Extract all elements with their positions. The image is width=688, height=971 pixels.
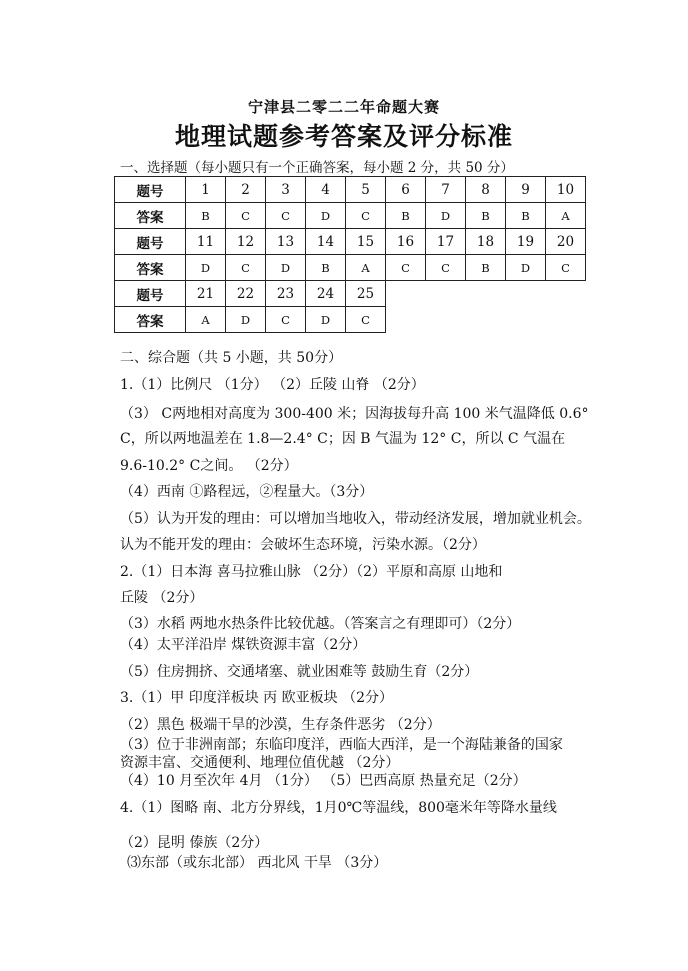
answer-cell: C bbox=[386, 255, 426, 281]
answer-line: （3）水稻 两地水热条件比较优越。（答案言之有理即可）（2分） bbox=[120, 616, 521, 632]
row-label: 题号 bbox=[115, 281, 186, 307]
answer-cell: B bbox=[386, 203, 426, 229]
answer-cell: A bbox=[546, 203, 586, 229]
answer-cell: B bbox=[506, 203, 546, 229]
answer-cell: C bbox=[346, 307, 386, 333]
answer-cell: B bbox=[466, 255, 506, 281]
answer-cell: C bbox=[226, 255, 266, 281]
answer-cell: C bbox=[266, 307, 306, 333]
answer-line: （2）昆明 傣族（2分） bbox=[120, 835, 269, 851]
question-number: 21 bbox=[186, 281, 226, 307]
answer-cell: B bbox=[466, 203, 506, 229]
answer-line: （2）黑色 极端干旱的沙漠，生存条件恶劣 （2分） bbox=[120, 717, 441, 733]
question-number: 2 bbox=[226, 177, 266, 203]
answer-cell: D bbox=[266, 255, 306, 281]
question-number-row bbox=[115, 177, 586, 203]
question-number: 17 bbox=[426, 229, 466, 255]
question-number: 15 bbox=[346, 229, 386, 255]
answer-line: （3） C两地相对高度为 300-400 米；因海拔每升高 100 米气温降低 0.6° bbox=[120, 406, 589, 422]
answer-row bbox=[115, 203, 586, 229]
answer-line: （5）住房拥挤、交通堵塞、就业困难等 鼓励生育（2分） bbox=[120, 664, 479, 680]
answer-line: 2.（1）日本海 喜马拉雅山脉 （2分）（2）平原和高原 山地和 bbox=[120, 564, 503, 580]
section-1-heading: 一、选择题（每小题只有一个正确答案，每小题 2 分，共 50 分） bbox=[120, 160, 514, 176]
question-number: 12 bbox=[226, 229, 266, 255]
answer-line: 3.（1）甲 印度洋板块 丙 欧亚板块 （2分） bbox=[120, 690, 393, 706]
page-title: 地理试题参考答案及评分标准 bbox=[174, 122, 513, 151]
answer-line: 丘陵 （2分） bbox=[120, 590, 204, 606]
answer-line: 资源丰富、交通便利、地理位值优越 （2分） bbox=[120, 755, 400, 771]
question-number: 4 bbox=[306, 177, 346, 203]
question-number: 22 bbox=[226, 281, 266, 307]
row-label: 答案 bbox=[115, 255, 186, 281]
question-number: 14 bbox=[306, 229, 346, 255]
answer-cell: D bbox=[306, 307, 346, 333]
question-number: 5 bbox=[346, 177, 386, 203]
question-number: 23 bbox=[266, 281, 306, 307]
answer-line: ⑶东部（或东北部） 西北风 干旱 （3分） bbox=[127, 855, 388, 871]
empty-space bbox=[386, 307, 586, 333]
question-number: 8 bbox=[466, 177, 506, 203]
answer-line: （4）西南 ①路程远，②程量大。（3分） bbox=[120, 484, 374, 500]
answer-line: 9.6-10.2° C之间。 （2分） bbox=[120, 458, 298, 474]
answer-cell: A bbox=[346, 255, 386, 281]
question-number-row bbox=[115, 229, 586, 255]
answer-line: （4）太平洋沿岸 煤铁资源丰富（2分） bbox=[120, 637, 367, 653]
row-label: 题号 bbox=[115, 229, 186, 255]
answer-cell: D bbox=[426, 203, 466, 229]
question-number-row bbox=[115, 281, 586, 307]
answer-table bbox=[114, 176, 586, 333]
answer-cell: C bbox=[546, 255, 586, 281]
answer-cell: C bbox=[346, 203, 386, 229]
question-number: 1 bbox=[186, 177, 226, 203]
answer-cell: C bbox=[226, 203, 266, 229]
exam-organizer: 宁津县二零二二年命题大赛 bbox=[247, 98, 440, 116]
answer-row bbox=[115, 255, 586, 281]
question-number: 20 bbox=[546, 229, 586, 255]
empty-space bbox=[386, 281, 586, 307]
answer-cell: B bbox=[186, 203, 226, 229]
question-number: 13 bbox=[266, 229, 306, 255]
question-number: 11 bbox=[186, 229, 226, 255]
answer-line: （4）10 月至次年 4月 （1分） （5）巴西高原 热量充足（2分） bbox=[120, 773, 527, 789]
answer-cell: D bbox=[186, 255, 226, 281]
answer-line: C，所以两地温差在 1.8—2.4° C；因 B 气温为 12° C，所以 C 气温在 bbox=[120, 431, 566, 447]
row-label: 题号 bbox=[115, 177, 186, 203]
answer-line: 认为不能开发的理由：会破坏生态环境，污染水源。（2分） bbox=[120, 537, 486, 553]
question-number: 3 bbox=[266, 177, 306, 203]
question-number: 18 bbox=[466, 229, 506, 255]
answer-cell: D bbox=[226, 307, 266, 333]
answer-cell: D bbox=[506, 255, 546, 281]
answer-line: 4.（1）图略 南、北方分界线，1月0℃等温线，800毫米年等降水量线 bbox=[120, 800, 557, 816]
answer-line: （3）位于非洲南部；东临印度洋，西临大西洋，是一个海陆兼备的国家 bbox=[120, 737, 563, 753]
answer-cell: C bbox=[266, 203, 306, 229]
section-2-heading: 二、综合题（共 5 小题，共 50分） bbox=[120, 350, 343, 366]
answer-row bbox=[115, 307, 586, 333]
question-number: 16 bbox=[386, 229, 426, 255]
row-label: 答案 bbox=[115, 307, 186, 333]
question-number: 10 bbox=[546, 177, 586, 203]
question-number: 19 bbox=[506, 229, 546, 255]
answer-cell: A bbox=[186, 307, 226, 333]
answer-line: （5）认为开发的理由：可以增加当地收入，带动经济发展，增加就业机会。 bbox=[120, 511, 591, 527]
answer-line: 1.（1）比例尺 （1分） （2）丘陵 山脊 （2分） bbox=[120, 377, 425, 393]
question-number: 25 bbox=[346, 281, 386, 307]
question-number: 6 bbox=[386, 177, 426, 203]
answer-cell: B bbox=[306, 255, 346, 281]
question-number: 24 bbox=[306, 281, 346, 307]
question-number: 7 bbox=[426, 177, 466, 203]
question-number: 9 bbox=[506, 177, 546, 203]
answer-cell: D bbox=[306, 203, 346, 229]
row-label: 答案 bbox=[115, 203, 186, 229]
answer-cell: C bbox=[426, 255, 466, 281]
